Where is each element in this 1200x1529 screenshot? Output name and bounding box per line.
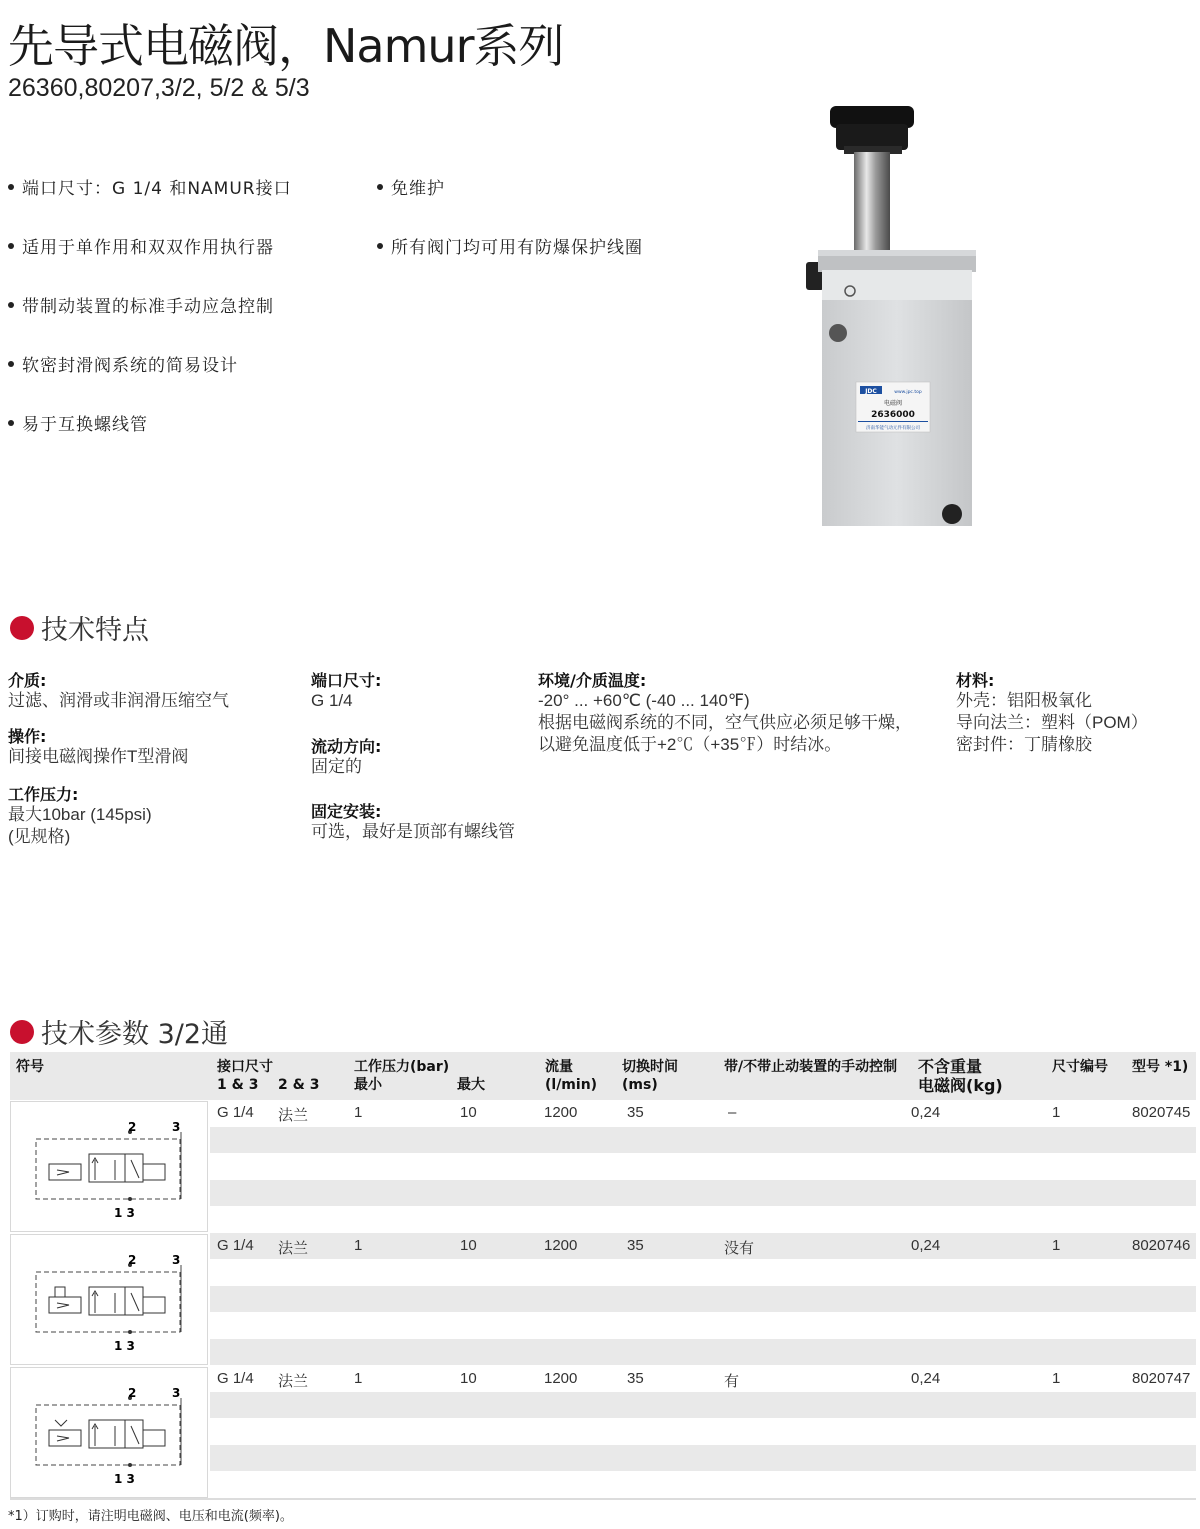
spec-value: 可选，最好是顶部有螺线管 <box>311 822 515 841</box>
cell-model: 8020746 <box>1132 1237 1191 1254</box>
spec-value: (见规格) <box>8 827 71 846</box>
spec-value: 外壳：铝阳极氧化 <box>956 691 1092 710</box>
spec-value: 根据电磁阀系统的不同，空气供应必须足够干燥， <box>538 713 912 732</box>
col-header-flow-unit: (l/min) <box>545 1077 598 1093</box>
spec-value: 间接电磁阀操作T型滑阀 <box>8 747 189 766</box>
cell-pmin: 1 <box>354 1370 363 1387</box>
red-dot-icon <box>10 1020 34 1044</box>
feature-item: 所有阀门均可用有防爆保护线圈 <box>377 233 643 258</box>
spec-label: 工作压力: <box>8 785 79 804</box>
cell-pmin: 1 <box>354 1104 363 1121</box>
col-header-port-23: 2 & 3 <box>278 1077 320 1093</box>
symbol-port-2: 2 <box>128 1120 137 1134</box>
spec-label: 流动方向: <box>311 737 382 756</box>
spec-value: 以避免温度低于+2℃（+35℉）时结冰。 <box>538 735 842 754</box>
col-header-weight: 不含重量 <box>918 1057 983 1076</box>
red-dot-icon <box>10 616 34 640</box>
cell-weight: 0,24 <box>911 1370 941 1387</box>
section-heading-features: 技术特点 <box>10 608 149 647</box>
feature-item: 适用于单作用和双双作用执行器 <box>8 233 274 258</box>
spec-label: 材料: <box>956 671 995 690</box>
cell-switch: 35 <box>627 1370 644 1387</box>
col-header-switch-unit: (ms) <box>622 1077 658 1093</box>
feature-item: 免维护 <box>377 174 445 199</box>
col-header-weight-2: 电磁阀(kg) <box>918 1076 1003 1095</box>
label-brand: JDC <box>865 388 877 395</box>
col-header-symbol: 符号 <box>16 1059 44 1075</box>
spec-value: 最大10bar (145psi) <box>8 805 152 824</box>
valve-symbol-icon <box>11 1235 207 1364</box>
page-title: 先导式电磁阀，Namur系列 <box>8 19 564 73</box>
cell-port-23: 法兰 <box>278 1240 309 1257</box>
spec-label: 环境/介质温度: <box>538 671 647 690</box>
symbol-port-13: 1 3 <box>114 1472 135 1486</box>
col-header-pmax: 最大 <box>457 1077 485 1093</box>
cell-flow: 1200 <box>544 1237 578 1254</box>
valve-symbol-cell <box>10 1367 208 1498</box>
cell-dim: 1 <box>1052 1104 1061 1121</box>
col-header-flow: 流量 <box>545 1059 573 1075</box>
col-header-port: 接口尺寸 <box>217 1059 273 1075</box>
cell-dim: 1 <box>1052 1237 1061 1254</box>
symbol-port-2: 2 <box>128 1386 137 1400</box>
valve-symbol-cell <box>10 1234 208 1365</box>
cell-flow: 1200 <box>544 1104 578 1121</box>
cell-port-23: 法兰 <box>278 1107 309 1124</box>
spec-label: 端口尺寸: <box>311 671 382 690</box>
feature-item: 端口尺寸：G 1/4 和NAMUR接口 <box>8 174 292 199</box>
spec-value: 密封件：丁腈橡胶 <box>956 735 1092 754</box>
label-url: www.jpc.top <box>894 390 922 395</box>
cell-port-13: G 1/4 <box>217 1370 254 1387</box>
cell-pmax: 10 <box>460 1237 477 1254</box>
col-header-dim: 尺寸编号 <box>1052 1059 1108 1075</box>
section-heading-params: 技术参数 3/2通 <box>10 1012 228 1051</box>
cell-pmax: 10 <box>460 1370 477 1387</box>
spec-value: -20° ... +60℃ (-40 ... 140℉) <box>538 691 750 710</box>
cell-weight: 0,24 <box>911 1104 941 1121</box>
feature-item: 带制动装置的标准手动应急控制 <box>8 292 274 317</box>
symbol-port-13: 1 3 <box>114 1206 135 1220</box>
spec-label: 介质: <box>8 671 47 690</box>
col-header-pressure: 工作压力(bar) <box>354 1059 450 1075</box>
col-header-switch: 切换时间 <box>622 1059 678 1075</box>
cell-dim: 1 <box>1052 1370 1061 1387</box>
cell-manual: – <box>728 1104 737 1121</box>
page-subtitle: 26360,80207,3/2, 5/2 & 5/3 <box>8 74 310 102</box>
spec-value: 过滤、润滑或非润滑压缩空气 <box>8 691 229 710</box>
symbol-port-3: 3 <box>172 1386 181 1400</box>
symbol-port-13: 1 3 <box>114 1339 135 1353</box>
product-photo <box>790 100 990 530</box>
symbol-port-3: 3 <box>172 1120 181 1134</box>
symbol-port-3: 3 <box>172 1253 181 1267</box>
valve-symbol-cell <box>10 1101 208 1232</box>
spec-label: 操作: <box>8 727 47 746</box>
cell-port-13: G 1/4 <box>217 1237 254 1254</box>
label-company: 济南华能气动元件有限公司 <box>866 426 920 431</box>
footnote: *1）订购时，请注明电磁阀、电压和电流(频率)。 <box>8 1509 293 1524</box>
feature-item: 软密封滑阀系统的简易设计 <box>8 351 238 376</box>
col-header-model: 型号 *1) <box>1132 1059 1189 1075</box>
spec-label: 固定安装: <box>311 802 382 821</box>
label-title: 电磁阀 <box>883 400 903 407</box>
cell-switch: 35 <box>627 1104 644 1121</box>
table-header <box>10 1052 1196 1100</box>
valve-symbol-icon <box>11 1102 207 1231</box>
spec-value: G 1/4 <box>311 691 353 710</box>
table-bottom-rule <box>10 1498 1196 1500</box>
cell-switch: 35 <box>627 1237 644 1254</box>
col-header-pmin: 最小 <box>354 1077 382 1093</box>
cell-manual: 有 <box>724 1373 740 1390</box>
cell-model: 8020747 <box>1132 1370 1191 1387</box>
feature-item: 易于互换螺线管 <box>8 410 148 435</box>
cell-manual: 没有 <box>724 1240 755 1257</box>
spec-value: 固定的 <box>311 757 362 776</box>
spec-value: 导向法兰：塑料（POM） <box>956 713 1148 732</box>
symbol-port-2: 2 <box>128 1253 137 1267</box>
cell-weight: 0,24 <box>911 1237 941 1254</box>
col-header-port-13: 1 & 3 <box>217 1077 259 1093</box>
cell-flow: 1200 <box>544 1370 578 1387</box>
cell-port-13: G 1/4 <box>217 1104 254 1121</box>
cell-pmax: 10 <box>460 1104 477 1121</box>
col-header-manual: 带/不带止动装置的手动控制 <box>724 1059 898 1075</box>
cell-model: 8020745 <box>1132 1104 1191 1121</box>
cell-pmin: 1 <box>354 1237 363 1254</box>
valve-symbol-icon <box>11 1368 207 1497</box>
label-code: 2636000 <box>871 410 915 420</box>
cell-port-23: 法兰 <box>278 1373 309 1390</box>
